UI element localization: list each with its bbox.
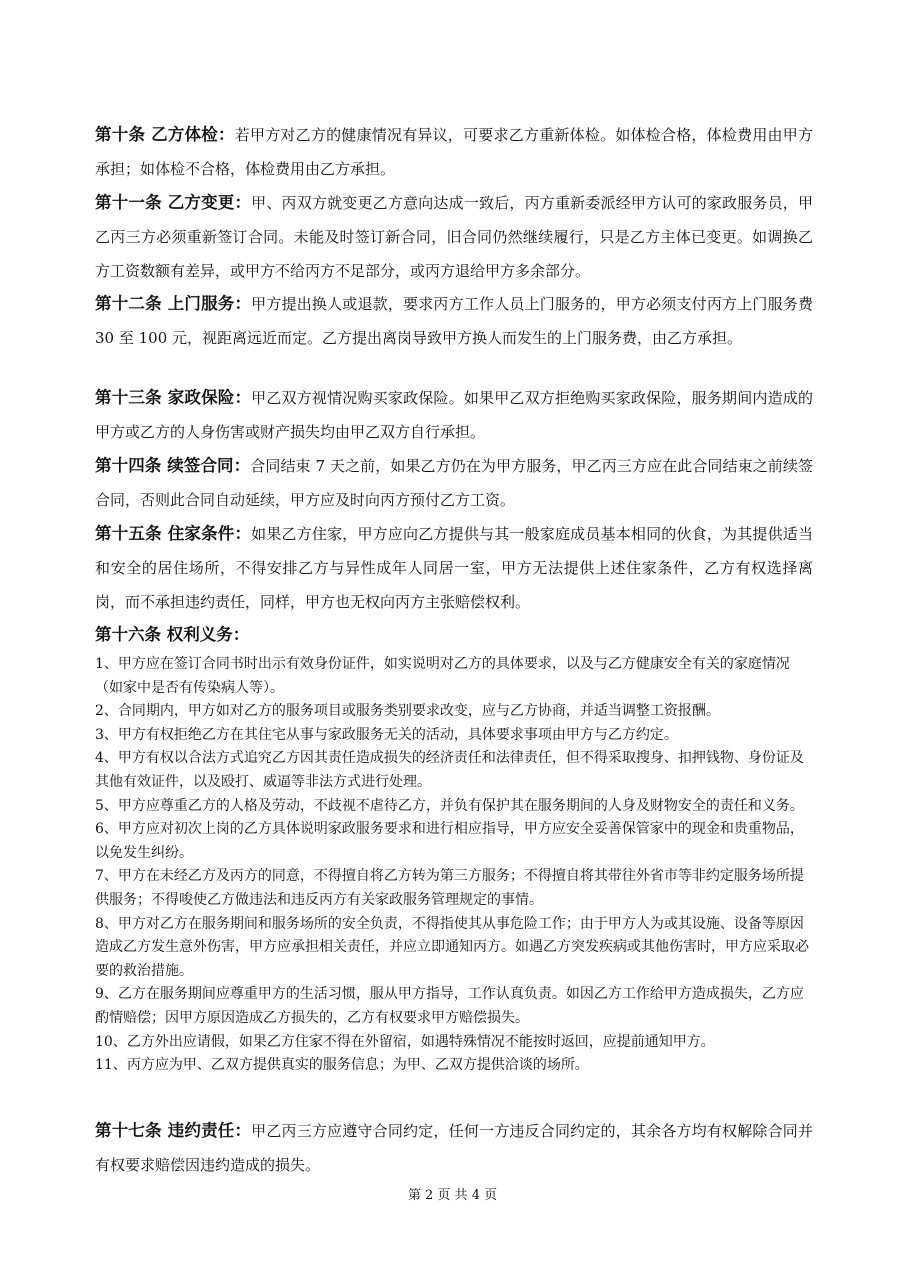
list-item: 3、甲方有权拒绝乙方在其住宅从事与家政服务无关的活动，具体要求事项由甲方与乙方约定。: [95, 726, 678, 743]
article-16-heading: 第十六条 权利义务：: [95, 625, 250, 644]
article-17-body: 甲乙丙三方应遵守合同约定，任何一方违反合同约定的，其余各方均有权解除合同并有权要求赔偿因违约造成的损失。: [95, 1122, 813, 1174]
article-15-body: 如果乙方住家，甲方应向乙方提供与其一般家庭成员基本相同的伙食，为其提供适当和安全的居住场所，不得安排乙方与异性成年人同居一室，甲方无法提供上述住家条件，乙方有权选择离岗，而不承担违约责任，同样，甲方也无权向丙方主张赔偿权利。: [95, 525, 813, 611]
article-17-heading: 第十七条 违约责任：: [95, 1121, 252, 1140]
article-14: [95, 449, 813, 517]
article-11-heading: 第十一条 乙方变更：: [95, 193, 252, 212]
article-15-heading: 第十五条 住家条件：: [95, 524, 252, 543]
article-13: [95, 381, 813, 449]
article-10-heading: 第十条 乙方体检：: [95, 125, 235, 144]
article-16-list: [95, 653, 813, 1078]
list-item: 5、甲方应尊重乙方的人格及劳动，不歧视不虐待乙方，并负有保护其在服务期间的人身及财物安全的责任和义务。: [95, 797, 804, 814]
list-item: 7、甲方在未经乙方及丙方的同意，不得擅自将乙方转为第三方服务；不得擅自将其带往外省市等非约定服务场所提供服务；不得唆使乙方做违法和违反丙方有关家政服务管理规定的事情。: [95, 868, 804, 908]
list-item: 10、乙方外出应请假，如果乙方住家不得在外留宿，如遇特殊情况不能按时返回，应提前通知甲方。: [95, 1033, 715, 1050]
article-13-heading: 第十三条 家政保险：: [95, 388, 252, 407]
list-item: 1、甲方应在签订合同书时出示有效身份证件，如实说明对乙方的具体要求，以及与乙方健康安全有关的家庭情况（如家中是否有传染病人等）。: [95, 656, 790, 696]
article-12-body: 甲方提出换人或退款，要求丙方工作人员上门服务的，甲方必须支付丙方上门服务费 30 至 100 元，视距离远近而定。乙方提出离岗导致甲方换人而发生的上门服务费，由乙方承担。: [95, 295, 813, 347]
article-14-body: 合同结束 7 天之前，如果乙方仍在为甲方服务，甲乙丙三方应在此合同结束之前续签合同，否则此合同自动延续，甲方应及时向丙方预付乙方工资。: [95, 457, 813, 509]
article-10-body: 若甲方对乙方的健康情况有异议，可要求乙方重新体检。如体检合格，体检费用由甲方承担；如体检不合格，体检费用由乙方承担。: [95, 126, 813, 178]
list-item: 4、甲方有权以合法方式追究乙方因其责任造成损失的经济责任和法律责任，但不得采取搜身、扣押钱物、身份证及其他有效证件，以及殴打、威逼等非法方式进行处理。: [95, 750, 804, 790]
article-12: [95, 287, 813, 355]
article-11: [95, 186, 813, 288]
list-item: 8、甲方对乙方在服务期间和服务场所的安全负责，不得指使其从事危险工作；由于甲方人为或其设施、设备等原因造成乙方发生意外伤害，甲方应承担相关责任，并应立即通知丙方。如遇乙方突发疾病或其他伤害时，甲方应采取必要的救治措施。: [95, 915, 809, 979]
list-item: 6、甲方应对初次上岗的乙方具体说明家政服务要求和进行相应指导，甲方应安全妥善保管家中的现金和贵重物品，以免发生纠纷。: [95, 821, 804, 861]
article-15: [95, 517, 813, 619]
article-13-body: 甲乙双方视情况购买家政保险。如果甲乙双方拒绝购买家政保险，服务期间内造成的甲方或乙方的人身伤害或财产损失均由甲乙双方自行承担。: [95, 389, 813, 441]
list-item: 11、丙方应为甲、乙双方提供真实的服务信息；为甲、乙双方提供洽谈的场所。: [95, 1057, 589, 1074]
list-item: 9、乙方在服务期间应尊重甲方的生活习惯，服从甲方指导，工作认真负责。如因乙方工作给甲方造成损失，乙方应酌情赔偿；因甲方原因造成乙方损失的，乙方有权要求甲方赔偿损失。: [95, 986, 804, 1026]
article-10: [95, 118, 813, 186]
article-17: [95, 1114, 813, 1182]
article-14-heading: 第十四条 续签合同：: [95, 456, 251, 475]
article-12-heading: 第十二条 上门服务：: [95, 294, 252, 313]
article-11-body: 甲、丙双方就变更乙方意向达成一致后，丙方重新委派经甲方认可的家政服务员，甲乙丙三方必须重新签订合同。未能及时签订新合同，旧合同仍然继续履行，只是乙方主体已变更。如调换乙方工资数额有差异，或甲方不给丙方不足部分，或丙方退给甲方多余部分。: [95, 194, 813, 280]
list-item: 2、合同期内，甲方如对乙方的服务项目或服务类别要求改变，应与乙方协商，并适当调整工资报酬。: [95, 703, 720, 720]
page-number-footer: 第 2 页 共 4 页: [407, 1188, 498, 1203]
